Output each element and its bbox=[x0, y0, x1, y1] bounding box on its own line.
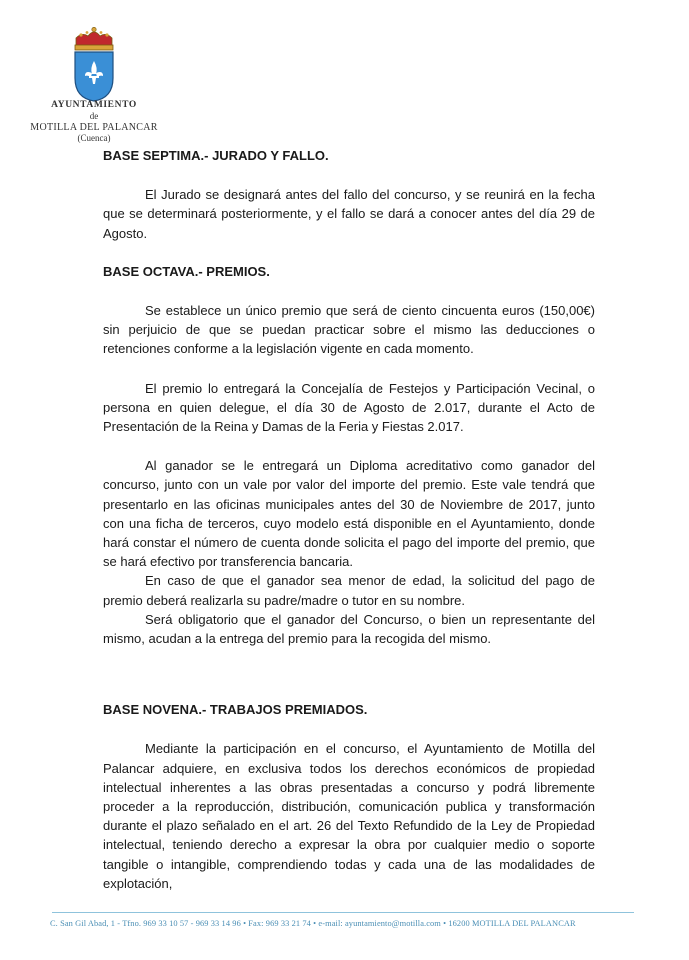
paragraph: Mediante la participación en el concurso, el Ayuntamiento de Motilla del Palancar adquiere, en exclusiva todos los derechos económicos de propiedad intelectual inherentes a las obras presentadas a concurso y podrá libremente proceder a la reproducción, distribución, comunicación publica y transformación durante el plazo señalado en el art. 26 del Texto Refundido de la Ley de Propiedad intelectual, teniendo derecho a expresar la obra por cualquier medio o soporte tangible o intangible, comprendiendo todas y cada una de las modalidades de explotación, bbox=[103, 741, 595, 891]
paragraph: El Jurado se designará antes del fallo del concurso, y se reunirá en la fecha que se determinará posteriormente, y el fallo se dará a conocer antes del día 29 de Agosto. bbox=[103, 187, 595, 241]
section-heading-novena: BASE NOVENA.- TRABAJOS PREMIADOS. bbox=[103, 702, 368, 718]
footer-divider bbox=[52, 912, 634, 913]
paragraph: Será obligatorio que el ganador del Concurso, o bien un representante del mismo, acudan a la entrega del premio para la recogida del mismo. bbox=[103, 611, 595, 647]
document-body bbox=[103, 146, 595, 893]
paragraph: El premio lo entregará la Concejalía de Festejos y Participación Vecinal, o persona en quien delegue, el día 30 de Agosto de 2.017, durante el Acto de Presentación de la Reina y Damas de la Feria y Fiestas 2.017. bbox=[103, 380, 595, 435]
section-heading-octava: BASE OCTAVA.- PREMIOS. bbox=[103, 263, 270, 279]
municipality-header bbox=[20, 100, 168, 144]
org-province: (Cuenca) bbox=[77, 133, 111, 143]
crown-icon bbox=[75, 27, 113, 50]
org-title: AYUNTAMIENTO bbox=[51, 100, 137, 110]
coat-of-arms-logo bbox=[70, 26, 118, 102]
section-heading-septima: BASE SEPTIMA.- JURADO Y FALLO. bbox=[103, 148, 329, 163]
paragraph: En caso de que el ganador sea menor de edad, la solicitud del pago de premio deberá realizarla su padre/madre o tutor en su nombre. bbox=[103, 573, 595, 608]
paragraph: Se establece un único premio que será de ciento cincuenta euros (150,00€) sin perjuicio de que se puedan practicar sobre el mismo las deducciones o retenciones conforme a la legislación vigente en cada momento. bbox=[103, 303, 595, 357]
paragraph: Al ganador se le entregará un Diploma acreditativo como ganador del concurso, junto con un vale por valor del importe del premio. Este vale tendrá que presentarlo en las oficinas municipales antes del 30 de Noviembre de 2017, junto con una ficha de terceros, cuyo modelo está disponible en el Ayuntamiento, donde hará constar el número de cuenta donde solicita el pago del importe del premio, que se hará efectivo por transferencia bancaria. bbox=[103, 458, 595, 570]
org-connector: de bbox=[89, 111, 99, 121]
footer-contact: C. San Gil Abad, 1 - Tfno. 969 33 10 57 - 969 33 14 96 • Fax: 969 33 21 74 • e-mail: ayuntamiento@motilla.com • 16200 MOTILLA DEL PALANCAR bbox=[50, 919, 576, 928]
org-town: MOTILLA DEL PALANCAR bbox=[30, 122, 158, 133]
